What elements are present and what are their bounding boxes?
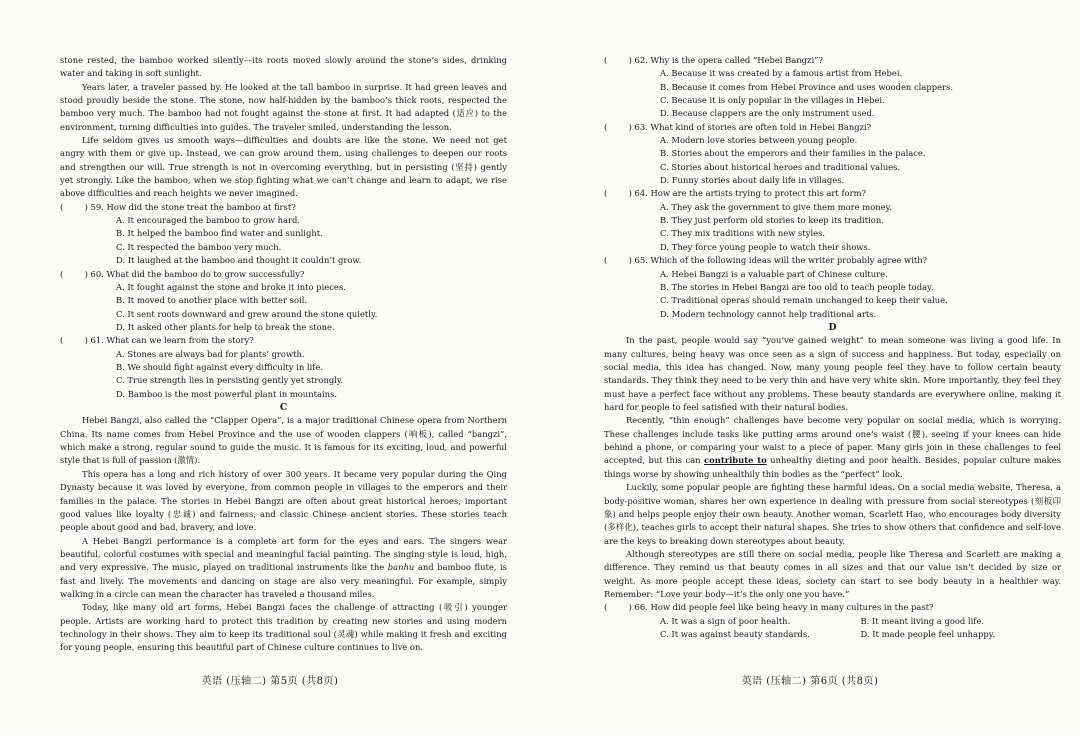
question-65: ( ) 65. Which of the following ideas will the writer probably agree with? — [604, 255, 928, 266]
section-c-heading: C — [279, 401, 288, 413]
option-62-c: C. Because it is only popular in the villages in Hebei. — [660, 95, 885, 106]
passage-b-paragraph: stone rested, the bamboo worked silently—its roots moved slowly around the stone’s sides, drinking water and taking in soft sunlight. — [60, 55, 507, 79]
question-62: ( ) 62. Why is the opera called “Hebei Bangzi”? — [604, 55, 823, 65]
passage-d-paragraph: Although stereotypes are still there on social media, people like Theresa and Scarlett are making a difference. They remind us that beauty comes in all sizes and that our value isn’t decided by size or weight. As more people accept these ideas, society can start to see body beauty in a healthier way. Remember: “Love your body—it’s the only one you have.” — [604, 548, 1061, 599]
option-66-b: B. It meant living a good life. — [860, 615, 985, 626]
section-d-heading: D — [828, 321, 837, 333]
option-62-d: D. Because clappers are the only instrument used. — [660, 108, 875, 119]
option-row — [604, 615, 1061, 628]
option-63-b: B. Stories about the emperors and their families in the palace. — [660, 148, 926, 159]
option-60-d: D. It asked other plants for help to break the stone. — [116, 321, 335, 332]
passage-d-paragraph: Luckily, some popular people are fighting these harmful ideas. On a social media website, Theresa, a body-positive woman, shares her own experience in dealing with pressure from social stereotypes (刻板印象) and helps people enjoy their own beauty. Another woman, Scarlett Hao, who encourages body diversity (多样化), teaches girls to accept their natural shapes. She tries to show others that confidence and self-love are the keys to breaking down stereotypes about beauty. — [604, 482, 1061, 546]
option-64-b: B. They just perform old stories to keep its tradition. — [660, 215, 884, 226]
option-60-b: B. It moved to another place with better soil. — [116, 295, 308, 306]
question-61: ( ) 61. What can we learn from the story? — [60, 335, 254, 346]
banhu-term: banhu — [387, 562, 415, 573]
passage-d-text: Recently, “thin enough” challenges have become very popular on social media, which is worrying. These challenges include tasks like putting arms around one’s waist (腰), seeing if your knees can hide behind a phone, or comparing your waist to a piece of paper. Many girls join in these challenges to feel accepted, but this can — [604, 415, 1061, 466]
question-66: ( ) 66. How did people feel like being heavy in many cultures in the past? — [604, 602, 934, 613]
page-6-footer: 英语 (压轴二) 第6页 (共8页) — [741, 676, 879, 687]
option-62-a: A. Because it was created by a famous artist from Hebei. — [660, 68, 903, 79]
option-63-d: D. Funny stories about daily life in villages. — [660, 175, 845, 186]
question-63: ( ) 63. What kind of stories are often told in Hebei Bangzi? — [604, 121, 872, 132]
passage-c-paragraph: This opera has a long and rich history of over 300 years. It became very popular during the Qing Dynasty because it was loved by everyone, from common people in villages to the emperors and their families in the palace. The stories in Hebei Bangzi are often about great historical heroes, important good values like loyalty (忠诚) and fairness, and classic Chinese ancient stories. These stories teach people about good and bad, bravery, and love. — [60, 468, 507, 533]
underlined-phrase: contribute to — [704, 455, 767, 466]
option-row — [604, 628, 1061, 641]
option-59-b: B. It helped the bamboo find water and sunlight. — [116, 228, 323, 239]
option-64-c: C. They mix traditions with new styles. — [660, 228, 826, 239]
passage-c-text: and bamboo flute, is fast and lively. The movements and dancing on stage are also very meaningful. For example, simply walking in a circle can mean the character has traveled a thousand miles. — [60, 562, 507, 599]
option-59-d: D. It laughed at the bamboo and thought it couldn’t grow. — [116, 255, 362, 266]
page-5-footer: 英语 (压轴二) 第5页 (共8页) — [201, 676, 339, 687]
option-63-c: C. Stories about historical heroes and traditional values. — [660, 161, 901, 172]
option-61-c: C. True strength lies in persisting gently yet strongly. — [116, 375, 344, 386]
option-65-b: B. The stories in Hebei Bangzi are too old to teach people today. — [660, 281, 934, 292]
passage-d-paragraph: In the past, people would say “you’ve gained weight” to mean someone was living a good life. In many cultures, being heavy was once seen as a sign of success and happiness. But today, especially on social media, this idea has changed. Now, many young people feel they have to follow certain beauty standards. They think they need to be very thin and have very white skin. More importantly, they feel they must have a perfect face without any problems. These beauty standards are everywhere online, making it hard for people to feel satisfied with their natural bodies. — [604, 335, 1061, 413]
question-64: ( ) 64. How are the artists trying to protect this art form? — [604, 188, 867, 199]
passage-c-paragraph: Hebei Bangzi, also called the “Clapper Opera”, is a major traditional Chinese opera from Northern China. Its name comes from Hebei Province and the use of wooden clappers (响板), called “bangzi”, which make a strong, regular sound to guide the music. It is famous for its exciting, loud, and powerful style that is full of passion (激情). — [60, 415, 507, 466]
option-60-c: C. It sent roots downward and grew around the stone quietly. — [116, 308, 378, 319]
option-61-b: B. We should fight against every difficulty in life. — [116, 361, 324, 372]
passage-b-paragraph: Life seldom gives us smooth ways—difficulties and doubts are like the stone. We need not get angry with them or give up. Instead, we can grow around them, using challenges to deepen our roots and strengthen our will. True strength is not in overcoming everything, but in persisting (坚持) gently yet strongly. Like the bamboo, when we stop fighting what we can’t change and learn to adapt, we rise above difficulties and reach heights we never imagined. — [60, 135, 507, 199]
passage-b-paragraph: Years later, a traveler passed by. He looked at the tall bamboo in surprise. It had green leaves and stood proudly beside the stone. The stone, now half-hidden by the bamboo’s thick roots, respected the bamboo very much. The bamboo had not fought against the stone at first. It had adapted (适应) to the environment, turning difficulties into guides. The traveler smiled, understanding the lesson. — [60, 81, 507, 132]
question-60: ( ) 60. What did the bamboo do to grow successfully? — [60, 268, 305, 279]
option-64-a: A. They ask the government to give them more money. — [660, 201, 892, 212]
option-66-c: C. It was against beauty standards. — [660, 628, 810, 639]
passage-c-text: A Hebei Bangzi performance is a complete art form for the eyes and ears. The singers wear beautiful, colorful costumes with special and meaningful facial painting. The singing style is loud, high, and very expressive. The music, played on traditional instruments like the — [60, 535, 507, 573]
option-66-a: A. It was a sign of poor health. — [660, 615, 791, 626]
passage-c-paragraph: Today, like many old art forms, Hebei Bangzi faces the challenge of attracting (吸引) younger people. Artists are working hard to protect this tradition by creating new stories and using modern technology in their shows. They aim to keep its traditional soul (灵魂) while making it fresh and exciting for young people, ensuring this beautiful part of Chinese culture continues to live on. — [60, 602, 507, 653]
option-64-d: D. They force young people to watch their shows. — [660, 241, 871, 252]
passage-c-paragraph — [60, 535, 507, 602]
option-65-a: A. Hebei Bangzi is a valuable part of Chinese culture. — [660, 268, 888, 279]
option-59-a: A. It encouraged the bamboo to grow hard. — [116, 215, 301, 226]
question-59: ( ) 59. How did the stone treat the bamboo at first? — [60, 201, 296, 212]
option-62-b: B. Because it comes from Hebei Province and uses wooden clappers. — [660, 81, 953, 92]
page-5-column — [60, 54, 507, 655]
option-59-c: C. It respected the bamboo very much. — [116, 241, 282, 252]
option-66-d: D. It made people feel unhappy. — [860, 628, 996, 639]
page-6-column — [604, 54, 1061, 641]
passage-d-paragraph — [604, 414, 1061, 481]
option-61-d: D. Bamboo is the most powerful plant in mountains. — [116, 388, 337, 399]
option-61-a: A. Stones are always bad for plants’ growth. — [116, 348, 305, 359]
page-6 — [540, 0, 1080, 735]
option-60-a: A. It fought against the stone and broke it into pieces. — [116, 281, 346, 292]
option-65-c: C. Traditional operas should remain unchanged to keep their value. — [660, 295, 948, 306]
option-63-a: A. Modern love stories between young people. — [660, 135, 858, 146]
passage-d-text: unhealthy dieting and poor health. Besides, popular culture makes things worse by showing unhealthily thin bodies as the “perfect” look. — [604, 455, 1061, 479]
option-65-d: D. Modern technology cannot help traditional arts. — [660, 308, 877, 319]
